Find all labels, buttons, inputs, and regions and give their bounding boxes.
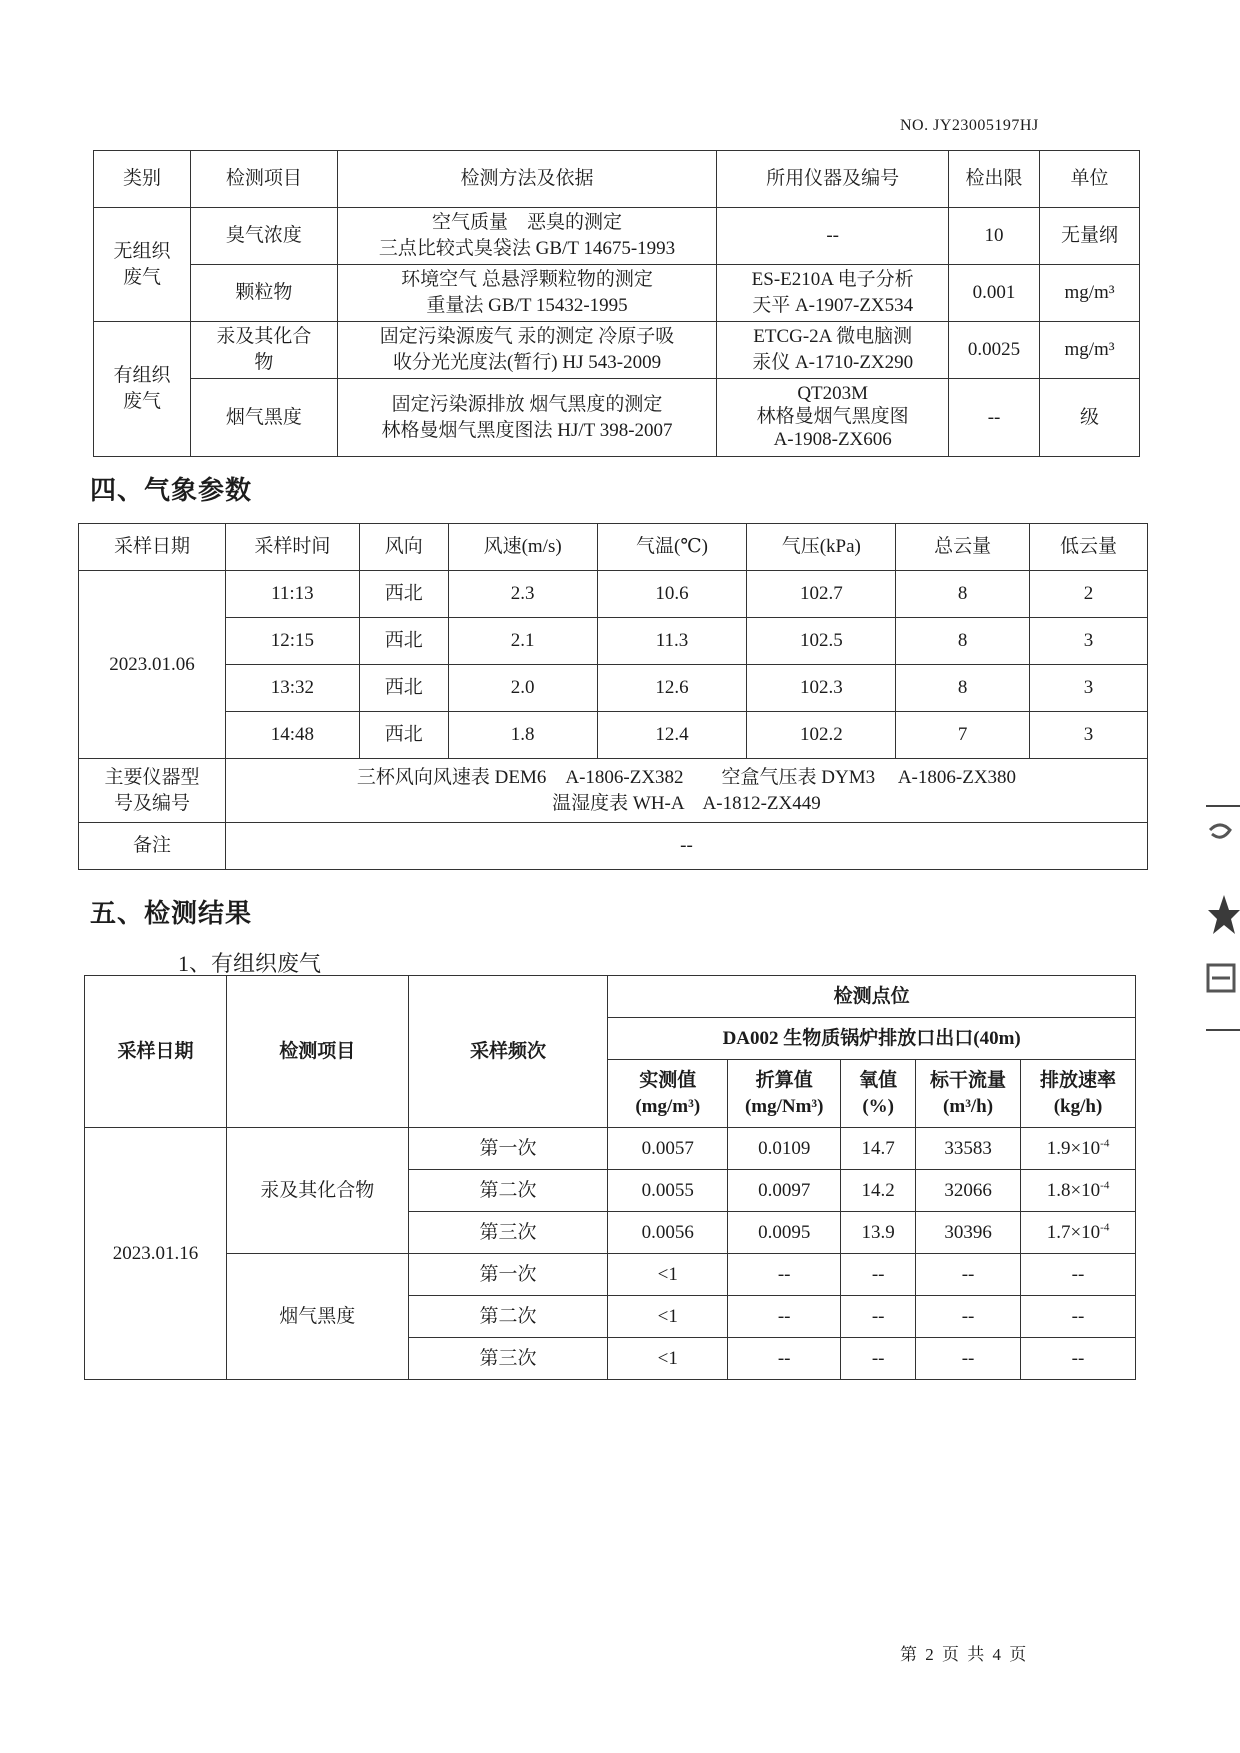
oxygen-cell: 13.9 (841, 1212, 916, 1254)
measured-cell: <1 (608, 1296, 728, 1338)
flow-cell: -- (916, 1254, 1021, 1296)
instrument-cell: QT203M 林格曼烟气黑度图 A-1908-ZX606 (717, 379, 949, 457)
date-cell: 2023.01.06 (79, 571, 226, 759)
low-cloud-cell: 2 (1030, 571, 1148, 618)
header-date: 采样日期 (79, 524, 226, 571)
converted-cell: -- (728, 1296, 841, 1338)
rate-cell: -- (1021, 1254, 1136, 1296)
freq-cell: 第三次 (408, 1212, 608, 1254)
flow-cell: -- (916, 1296, 1021, 1338)
header-freq: 采样频次 (408, 976, 608, 1128)
oxygen-cell: -- (841, 1254, 916, 1296)
item-cell: 汞及其化合物 (226, 1128, 408, 1254)
unit-cell: 无量纲 (1040, 208, 1140, 265)
pressure-cell: 102.5 (747, 618, 896, 665)
pressure-cell: 102.7 (747, 571, 896, 618)
wind-speed-cell: 2.0 (448, 665, 597, 712)
subheading-organized-gas: 1、有组织废气 (178, 951, 322, 976)
wind-dir-cell: 西北 (359, 571, 448, 618)
header-unit: 单位 (1040, 151, 1140, 208)
wind-speed-cell: 2.1 (448, 618, 597, 665)
header-date: 采样日期 (85, 976, 227, 1128)
instruments-row (79, 759, 1148, 823)
header-converted: 折算值 (mg/Nm³) (728, 1060, 841, 1128)
converted-cell: 0.0097 (728, 1170, 841, 1212)
results-header-row-1 (85, 976, 1136, 1018)
total-cloud-cell: 8 (896, 618, 1030, 665)
category-cell: 无组织废气 (94, 208, 191, 322)
section-heading-weather: 四、气象参数 (90, 476, 253, 506)
table-row (94, 208, 1140, 265)
header-item: 检测项目 (226, 976, 408, 1128)
unit-cell: mg/m³ (1040, 322, 1140, 379)
header-instrument: 所用仪器及编号 (717, 151, 949, 208)
table-row (85, 1128, 1136, 1170)
unit-cell: 级 (1040, 379, 1140, 457)
report-number: NO. JY23005197HJ (900, 117, 1039, 134)
header-limit: 检出限 (949, 151, 1040, 208)
table-row (94, 265, 1140, 322)
header-category: 类别 (94, 151, 191, 208)
header-temp: 气温(℃) (597, 524, 747, 571)
table-row (79, 618, 1148, 665)
weather-table (78, 523, 1148, 870)
wind-speed-cell: 1.8 (448, 712, 597, 759)
freq-cell: 第一次 (408, 1254, 608, 1296)
table-row (79, 712, 1148, 759)
header-measured: 实测值 (mg/m³) (608, 1060, 728, 1128)
date-cell: 2023.01.16 (85, 1128, 227, 1380)
method-table-header (94, 151, 1140, 208)
flow-cell: -- (916, 1338, 1021, 1380)
converted-cell: -- (728, 1338, 841, 1380)
rate-cell: $1.9\times 10^{-4}$ (1021, 1128, 1136, 1170)
freq-cell: 第一次 (408, 1128, 608, 1170)
method-cell: 固定污染源排放 烟气黑度的测定 林格曼烟气黑度图法 HJ/T 398-2007 (337, 379, 717, 457)
table-row (94, 379, 1140, 457)
oxygen-cell: 14.7 (841, 1128, 916, 1170)
measured-cell: 0.0056 (608, 1212, 728, 1254)
header-total-cloud: 总云量 (896, 524, 1030, 571)
seal-fragment-icon (1200, 800, 1240, 1040)
converted-cell: 0.0109 (728, 1128, 841, 1170)
header-wind-dir: 风向 (359, 524, 448, 571)
page-footer: 第 2 页 共 4 页 (900, 1645, 1029, 1664)
rate-cell: $1.8\times 10^{-4}$ (1021, 1170, 1136, 1212)
item-cell: 烟气黑度 (190, 379, 337, 457)
converted-cell: 0.0095 (728, 1212, 841, 1254)
wind-speed-cell: 2.3 (448, 571, 597, 618)
time-cell: 12:15 (225, 618, 359, 665)
pressure-cell: 102.2 (747, 712, 896, 759)
flow-cell: 30396 (916, 1212, 1021, 1254)
remark-value: -- (225, 823, 1147, 870)
header-location: DA002 生物质锅炉排放口出口(40m) (608, 1018, 1136, 1060)
method-cell: 固定污染源废气 汞的测定 冷原子吸 收分光光度法(暂行) HJ 543-2009 (337, 322, 717, 379)
instruments-value: 三杯风向风速表 DEM6 A-1806-ZX382 空盒气压表 DYM3 A-1806-ZX380 温湿度表 WH-A A-1812-ZX449 (225, 759, 1147, 823)
section-heading-results: 五、检测结果 (90, 899, 253, 929)
time-cell: 14:48 (225, 712, 359, 759)
header-point: 检测点位 (608, 976, 1136, 1018)
rate-cell: $1.7\times 10^{-4}$ (1021, 1212, 1136, 1254)
instrument-cell: ETCG-2A 微电脑测 汞仪 A-1710-ZX290 (717, 322, 949, 379)
item-cell: 臭气浓度 (190, 208, 337, 265)
total-cloud-cell: 7 (896, 712, 1030, 759)
instrument-cell: ES-E210A 电子分析 天平 A-1907-ZX534 (717, 265, 949, 322)
oxygen-cell: -- (841, 1338, 916, 1380)
measured-cell: 0.0057 (608, 1128, 728, 1170)
measured-cell: 0.0055 (608, 1170, 728, 1212)
header-time: 采样时间 (225, 524, 359, 571)
method-table (93, 150, 1140, 457)
method-cell: 空气质量 恶臭的测定 三点比较式臭袋法 GB/T 14675-1993 (337, 208, 717, 265)
temp-cell: 12.4 (597, 712, 747, 759)
temp-cell: 10.6 (597, 571, 747, 618)
rate-cell: -- (1021, 1338, 1136, 1380)
limit-cell: 0.001 (949, 265, 1040, 322)
category-cell: 有组织废气 (94, 322, 191, 457)
limit-cell: 0.0025 (949, 322, 1040, 379)
freq-cell: 第三次 (408, 1338, 608, 1380)
header-pressure: 气压(kPa) (747, 524, 896, 571)
item-cell: 颗粒物 (190, 265, 337, 322)
remark-label: 备注 (79, 823, 226, 870)
table-row (79, 571, 1148, 618)
low-cloud-cell: 3 (1030, 712, 1148, 759)
header-flow: 标干流量 (m³/h) (916, 1060, 1021, 1128)
remark-row (79, 823, 1148, 870)
instrument-cell: -- (717, 208, 949, 265)
low-cloud-cell: 3 (1030, 665, 1148, 712)
time-cell: 11:13 (225, 571, 359, 618)
table-row (79, 665, 1148, 712)
limit-cell: -- (949, 379, 1040, 457)
converted-cell: -- (728, 1254, 841, 1296)
total-cloud-cell: 8 (896, 571, 1030, 618)
rate-cell: -- (1021, 1296, 1136, 1338)
pressure-cell: 102.3 (747, 665, 896, 712)
temp-cell: 11.3 (597, 618, 747, 665)
item-cell: 烟气黑度 (226, 1254, 408, 1380)
measured-cell: <1 (608, 1338, 728, 1380)
measured-cell: <1 (608, 1254, 728, 1296)
table-row (85, 1254, 1136, 1296)
total-cloud-cell: 8 (896, 665, 1030, 712)
oxygen-cell: -- (841, 1296, 916, 1338)
header-oxygen: 氧值 (%) (841, 1060, 916, 1128)
time-cell: 13:32 (225, 665, 359, 712)
method-cell: 环境空气 总悬浮颗粒物的测定 重量法 GB/T 15432-1995 (337, 265, 717, 322)
header-method: 检测方法及依据 (337, 151, 717, 208)
header-item: 检测项目 (190, 151, 337, 208)
freq-cell: 第二次 (408, 1170, 608, 1212)
unit-cell: mg/m³ (1040, 265, 1140, 322)
oxygen-cell: 14.2 (841, 1170, 916, 1212)
low-cloud-cell: 3 (1030, 618, 1148, 665)
weather-header (79, 524, 1148, 571)
temp-cell: 12.6 (597, 665, 747, 712)
header-rate: 排放速率 (kg/h) (1021, 1060, 1136, 1128)
wind-dir-cell: 西北 (359, 618, 448, 665)
table-row (94, 322, 1140, 379)
results-table (84, 975, 1136, 1380)
header-wind-speed: 风速(m/s) (448, 524, 597, 571)
flow-cell: 33583 (916, 1128, 1021, 1170)
freq-cell: 第二次 (408, 1296, 608, 1338)
instruments-label: 主要仪器型号及编号 (79, 759, 226, 823)
wind-dir-cell: 西北 (359, 712, 448, 759)
seal-stamp-edge (1200, 800, 1240, 1040)
wind-dir-cell: 西北 (359, 665, 448, 712)
limit-cell: 10 (949, 208, 1040, 265)
header-low-cloud: 低云量 (1030, 524, 1148, 571)
flow-cell: 32066 (916, 1170, 1021, 1212)
item-cell: 汞及其化合物 (190, 322, 337, 379)
